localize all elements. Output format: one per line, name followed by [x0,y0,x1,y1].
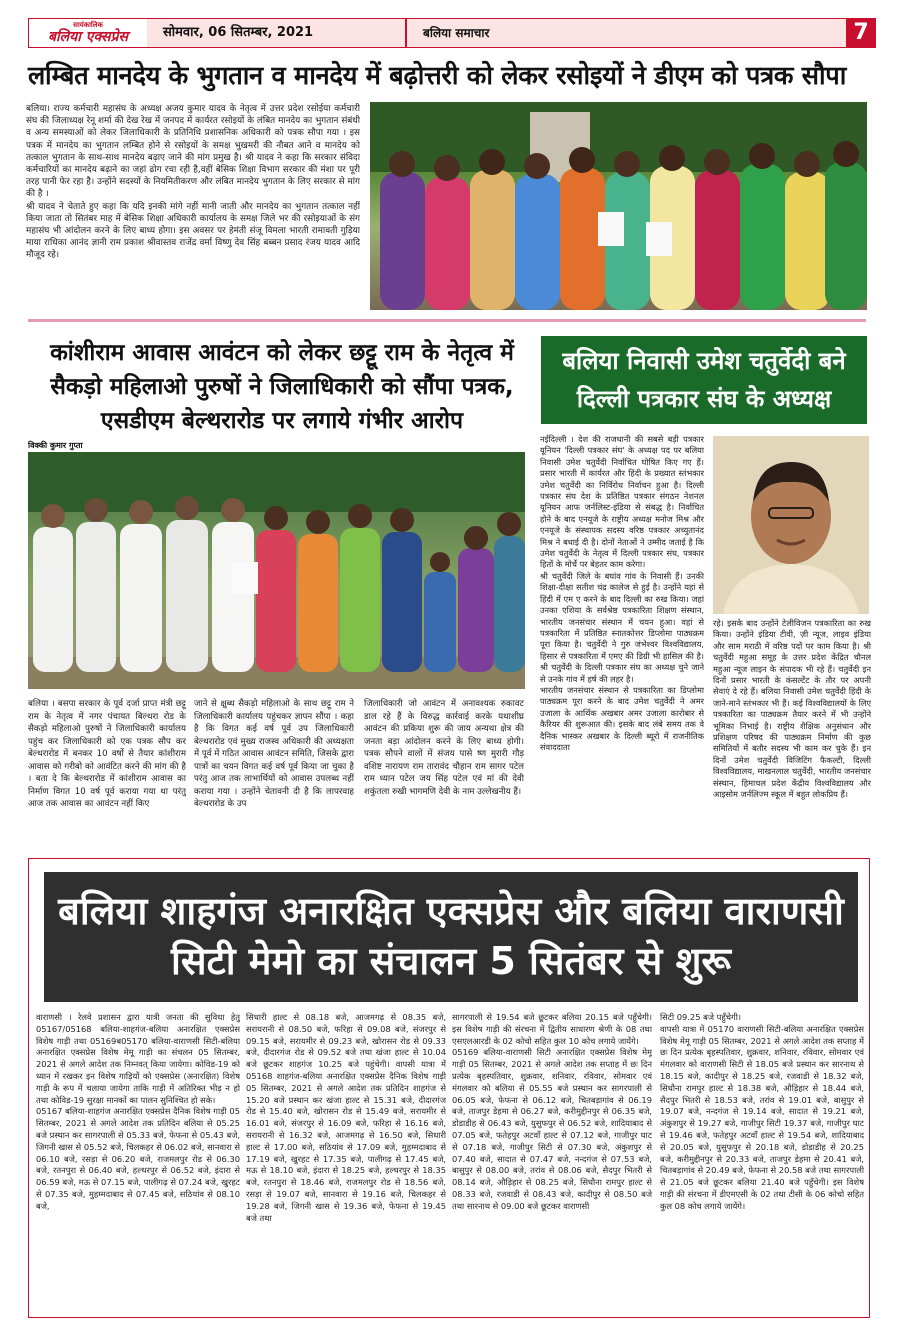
protest-group-illustration [28,452,525,689]
bottom-frame-left [28,858,29,1318]
story4-col3: सागरपाली से 19.54 बजे छूटकर बलिया 20.15 बजे पहुँचेगी। इस विशेष गाड़ी की संरचना में द्वितीय साधारण श्रेणी के 08 तथा एसएलआरडी के 02 कोचो सहित कुल 10 कोच लगाये जायेंगे। 05169 बलिया-वाराणसी सिटी अनारक्षित एक्सप्रेस विशेष मेमू गाड़ी 05 सितम्बर, 2021 से अगले आदेश तक सप्ताह में छः दिन प्रत्येक बृहस्पतिवार, शुक्रवार, शनिवार, रविवार, सोमवार एवं मंगलवार को बलिया से 05.55 बजे प्रस्थान कर सागरपाली से 06.05 बजे, फेफना से 06.12 बजे, चितबड़ागांव से 06.19 बजे, ताजपुर डेहमा से 06.27 बजे, करीमुद्दीनपुर से 06.35 बजे, डोडाडीह से 06.43 बजे, युसुफपुर से 06.52 बजे, शादियाबाद से 07.05 बजे, फतेहपुर अटवाँ हाल्ट से 07.12 बजे, गाजीपुर घाट से 07.18 बजे, गाजीपुर सिटी से 07.30 बजे, अंकुशपुर से 07.40 बजे, सादात से 07.47 बजे, नन्दगंज से 07.53 बजे, बासुपुर से 08.00 बजे, तरांव से 08.06 बजे, सैदपुर भितरी से 08.14 बजे, औड़िहार से 08.25 बजे, सिधौना रामपुर हाल्ट से 08.33 बजे, रजवाडी से 08.43 बजे, कादीपुर से 08.50 बजे तथा सारनाथ से 09.00 बजे छूटकर वाराणसी [452,1012,652,1211]
women-group-illustration [370,102,867,310]
story2-headline: कांशीराम आवास आवंटन को लेकर छट्टू राम के नेतृत्व में सैकड़ो महिलाओ पुरुषों ने जिलाधिकारी को सौंपा पत्रक, एसडीएम बेल्थरारोड पर लगाये गंभीर आरोप [50,340,514,434]
dateline: सोमवार, 06 सितम्बर, 2021 [147,19,405,47]
story2-byline: विक्की कुमार गुप्ता [28,441,83,450]
story3-headline: बलिया निवासी उमेश चतुर्वेदी बने दिल्ली पत्रकार संघ के अध्यक्ष [541,336,867,424]
story3-col2: रहे। इसके बाद उन्होंने टेलीविजन पत्रकारिता का रुख किया। उन्होंने इंडिया टीवी, ज़ी न्यूज, लाइव इंडिया और साम मराठी में वरिष्ठ पदों पर काम किया है। श्री चतुर्वेदी महुआ समूह के उत्तर प्रदेश केंद्रित चौनल महुआ न्यूज लाइन के संपादक भी रहे हैं। चतुर्वेदी इन दिनों प्रसार भारती के कंसल्टेंट के तौर पर अपनी सेवाएं दे रहे हैं। बलिया निवासी उमेश चतुर्वेदी हिंदी के जाने-माने स्तंभकार भी हैं। कई विश्वविद्यालयों के लिए पत्रकारिता का पाठ्यक्रम तैयार करने में भी उन्होंने भूमिका निभाई है। राष्ट्रीय शैक्षिक अनुसंधान और प्रशिक्षण परिषद की पाठ्यक्रम निर्माण की कुछ समितियों में बतौर सदस्य भी काम कर चुके हैं। इन दिनों उमेश चतुर्वेदी विजिटिंग फैकल्टी, दिल्ली विश्वविद्यालय, माखनलाल चतुर्वेदी, भारतीय जनसंचार संस्थान, हिमाचल प्रदेश केंद्रीय विश्वविद्यालय और आइसोम जर्नलिज्म स्कूल में बहुत लोकप्रिय हैं। [713,618,871,800]
page-number: 7 [846,18,876,48]
photo-portrait-umesh [713,436,869,614]
masthead [28,18,848,48]
story4-col4: सिटी 09.25 बजे पहुँचेगी। वापसी यात्रा में 05170 वाराणसी सिटी-बलिया अनारक्षित एक्सप्रेस विशेष मेमू गाड़ी 05 सितम्बर, 2021 से अगले आदेश तक सप्ताह में छः दिन प्रत्येक बृहस्पतिवार, शुक्रवार, शनिवार, रविवार, सोमवार एवं मंगलवार को वाराणसी सिटी से 18.05 बजे प्रस्थान कर सारनाथ से 18.15 बजे, कादीपुर से 18.25 बजे, रजवाडी से 18.32 बजे, सिधौना रामपुर हाल्ट से 18.38 बजे, औड़िहार से 18.44 बजे, सैदपुर भितरी से 18.53 बजे, तरांव से 19.01 बजे, बासुपुर से 19.07 बजे, नन्दगंज से 19.14 बजे, सादात से 19.21 बजे, अंकुशपुर से 19.27 बजे, गाजीपुर सिटी 19.37 बजे, गाजीपुर घाट से 19.46 बजे, फतेहपुर अटवाँ हाल्ट से 19.54 बजे, शादियाबाद से 20.05 बजे, युसुफपुर से 20.18 बजे, डोडाडीह से 20.25 बजे, करीमुद्दीनपुर से 20.33 बजे, ताजपुर डेहमा से 20.41 बजे, चितबड़ागांव से 20.49 बजे, फेफना से 20.58 बजे तथा सागरपाली से 21.05 बजे छूटकर बलिया 21.40 बजे पहुँचेगी। इस विशेष गाड़ी की संरचना में डीएमएसी के 02 तथा टीसी के 06 कोचो सहित कुल 08 कोच लगाये जायेंगे। [660,1012,864,1211]
bottom-frame-top [28,858,870,859]
section-name: बलिया समाचार [405,19,847,47]
portrait-illustration [713,436,869,614]
story1-headline: लम्बित मानदेय के भुगतान व मानदेय में बढ़ोत्तरी को लेकर रसोइयों ने डीएम को पत्रक सौपा [28,61,847,91]
brand-name: बलिया एक्सप्रेस [48,28,128,45]
brand-small: सायंकालिक [73,20,103,29]
story4-headline: बलिया शाहगंज अनारक्षित एक्सप्रेस और बलिया वाराणसी सिटी मेमो का संचालन 5 सितंबर से शुरू [44,872,858,1002]
story1-body: बलिया। राज्य कर्मचारी महासंघ के अध्यक्ष अजय कुमार यादव के नेतृत्व में उत्तर प्रदेश रसोईया कर्मचारी संघ की जिलाध्यक्ष रेनू शर्मा की देख रेख में जनपद में कार्यरत रसोइयों के लंबित मानदेय का भुगतान संबंधी व अन्य समस्याओं को लेकर जिलाधिकारी के प्रतिनिधि प्रशासनिक अधिकारी को पत्रक सौपा गया । इस पत्रक में मानदेय का भुगतान लम्बित होने से रसोइयों के समक्ष भुखमरी की नौबत आने व मानदेय को तत्काल भुगतान के साथ-साथ मानदेय बढ़ाए जाने की मांग प्रमुख है। श्री यादव ने कहा कि सरकार संविदा कर्मचारियों का मानदेय बढ़ाने का जहां ढोग रचा रही है,वहीं बेसिक शिक्षा विभाग सरकार की मंशा पर पूरी तरह पानी फेर रहा है। उन्होंने सदस्यों के नियमितीकरण और लंबित मानदेय भुगतान के लिए सरकार से मांग की है । श्री यादव ने चेताते हुए कहा कि यदि इनकी मांगे नहीं मानी जाती और मानदेय का भुगतान तत्काल नहीं किया जाता तो सितंबर माह में बेसिक शिक्षा अधिकारी कार्यालय के समक्ष जिले भर की रसोइयाओं के संग महासंघ भी आंदोलन करने के लिए बाध्य होगा। इस अवसर पर हेमंती संजू विमला भारती रामावती गुड़िया माया राधिका आनंद ज्ञानी राम प्रकाश श्रीवास्तव राजेंद्र वर्मा विष्णु देव सिंह बब्बन प्रसाद रंजय यादव आदि मौजूद रहे। [26,104,360,261]
story3-col1: नईदिल्ली । देश की राजधानी की सबसे बड़ी पत्रकार यूनियन 'दिल्ली पत्रकार संघ' के अध्यक्ष पद पर बलिया निवासी उमेश चतुर्वेदी निर्वाचित घोषित किए गए हैं। प्रसार भारती में कार्यरत और हिंदी के प्रख्यात स्तंभकार उमेश चतुर्वेदी का निर्विरोध निर्वाचन हुआ है। दिल्ली पत्रकार संघ देश के प्रतिष्ठित पत्रकार संगठन नेशनल यूनियन आफ जर्नलिस्ट-इंडिया से संबद्ध है। निर्वाचित होने के बाद एनयूजे के राष्ट्रीय अध्यक्ष मनोज मिश्र और एनयूजे के संस्थापक सदस्य वरिष्ठ पत्रकार अच्युतानंद मिश्र ने बधाई दी है। दोनों नेताओं ने उम्मीद जताई है कि उमेश चतुर्वेदी के नेतृत्व में दिल्ली पत्रकार संघ, पत्रकार हितों के मोर्चे पर बेहतर काम करेगा। श्री चतुर्वेदी जिले के बघांव गांव के निवासी हैं। उनकी शिक्षा-दीक्षा सतीश चंद्र कालेज से हुई है। उन्होंने यहां से हिंदी में एम ए करने के बाद दिल्ली का रुख किया। जहां उनका एशिया के सर्वश्रेष्ठ पत्रकारिता शिक्षण संस्थान, भारतीय जनसंचार संस्थान में चयन हुआ। वहां से पत्रकारिता में प्रतिष्ठित स्नातकोत्तर डिप्लोमा पाठ्यक्रम पूरा किया है। चतुर्वेदी ने गुरु जंभेश्वर विश्वविद्यालय, हिसार से पत्रकारिता में एमए की डिग्री भी हासिल की है। श्री चतुर्वेदी के दिल्ली पत्रकार संघ का अध्यक्ष चुने जाने से उनके गांव में हर्ष की लहर है। भारतीय जनसंचार संस्थान से पत्रकारिता का डिप्लोमा पाठ्यक्रम पूरा करने के बाद उमेश चतुर्वेदी ने अमर उजाला के आर्थिक अखबार अमर उजाला कारोबार से कैरियर की शुरूआत की। इसके बाद लंबे समय तक वे दैनिक भास्कर अखबार के दिल्ली ब्यूरो में राजनीतिक संवाददाता [540,434,704,752]
story2-col2: जाने से क्षुब्ध सैकड़ो महिलाओ के साथ छट्टू राम ने जिलाधिकारी कार्यालय पहुंचकर ज्ञापन सौंपा । कहा है कि विगत कई वर्ष पूर्व उप जिलाधिकारी बेल्थरारोड एवं मुख्य राजस्व अधिकारी की अध्यक्षता में पूर्व में गठित आवास आवंटन समिति, जिसके द्वारा पात्रों का चयन विगत कई वर्ष पूर्व किया जा चुका है परंतु आज तक लाभार्थियों को आवास उपलब्ध नहीं कराया गया । उन्होंने चेतावनी दी है कि लापरवाह बेल्थरारोड के उप [194,699,354,809]
photo-women-group [370,102,867,310]
bottom-frame-bottom [28,1317,870,1318]
section-divider [28,319,866,322]
brand-logo [29,19,147,47]
story2-col1: बलिया । बसपा सरकार के पूर्व दर्जा प्राप्त मंत्री छट्टू राम के नेतृत्व में नगर पंचायत बिल्थरा रोड के सैकड़ो महिलाओ पुरुषों ने जिलाधिकारी कार्यालय पहुंच कर जिलाधिकारी को एक पत्रक सौप कर बेल्थरारोड में बनकर 10 वर्षो से तैयार कांशीराम आवास को गरीबो को आवंटित करने की मांग की है । बता दे कि बेल्थरारोड में कांशीराम आवास का निर्माण विगत 10 वर्ष पूर्व कराया गया था परंतु आज तक आवास का आवंटन नहीं किए [28,699,186,809]
story4-col1: वाराणसी । रेलवे प्रशासन द्वारा यात्री जनता की सुविधा हेतु 05167/05168 बलिया-शाहगंज-बलिया अनारक्षित एक्सप्रेस विशेष गाड़ी तथा 05169ब05170 बलिया-वाराणसी सिटी-बलिया अनारक्षित एक्सप्रेस विशेष मेमू गाड़ी का संचलन 05 सितम्बर, 2021 से अगले आदेश तक निम्नवत् किया जायेगा। कोविड-19 को ध्यान में रखकर इन विशेष गाड़ियों को एक्सप्रेस (अनारक्षित) विशेष गाड़ी के रूप में चलाया जायेगा ताकि गाड़ी में अतिरिक्त भीड़ न हो तथा कोविड-19 सुरक्षा मानकों का पालन सुनिश्चित हो सके। 05167 बलिया-शाहगंज अनारक्षित एक्सप्रेस दैनिक विशेष गाड़ी 05 सितम्बर, 2021 से अगले आदेश तक प्रतिदिन बलिया से 05.25 बजे प्रस्थान कर सागरपाली से 05.33 बजे, फेफना से 05.43 बजे, जिगनी खास से 05.52 बजे, चिलकहर से 06.02 बजे, सानवारा से 06.10 बजे, रसड़ा से 06.20 बजे, राजमलपुर रोड से 06.30 बजे, रतनपुरा से 06.40 बजे, हल्धरपुर से 06.52 बजे, इंदारा से 06.59 बजे, मऊ से 07.15 बजे, पालीगढ़ से 07.24 बजे, खुरहट से 07.35 बजे, मुहम्मदाबाद से 07.45 बजे, सठियांव से 08.10 बजे, [36,1012,240,1211]
photo-protest-group [28,452,525,689]
story4-col2: सिधारी हाल्ट से 08.18 बजे, आजमगढ़ से 08.35 बजे, सरायरानी से 08.50 बजे, फरिहा से 09.08 बजे, संजरपुर से 09.15 बजे, सरायमीर से 09.23 बजे, खोरासन रोड से 09.33 बजे, दीदारगंज रोड से 09.52 बजे तथा खंजा हाल्ट से 10.04 बजे छूटकर शाहगंज 10.25 बजे पहुंचेगी। वापसी यात्रा में 05168 शाहगंज-बलिया अनारक्षित एक्सप्रेस दैनिक विशेष गाड़ी 05 सितम्बर, 2021 से अगले आदेश तक प्रतिदिन शाहगंज से 15.20 बजे प्रस्थान कर खंजा हाल्ट से 15.31 बजे, दीदारगंज रोड से 15.40 बजे, खोरासन रोड से 15.49 बजे, सरायमीर से 16.01 बजे, संजरपुर से 16.09 बजे, फरिहा से 16.16 बजे, सरायरानी से 16.32 बजे, आजमगढ़ से 16.50 बजे, सिधारी हाल्ट से 17.00 बजे, सठियांव से 17.09 बजे, मुहम्मदाबाद से 17.19 बजे, खुरहट से 17.35 बजे, पालीगढ़ से 17.45 बजे, मऊ से 18.10 बजे, इंदारा से 18.25 बजे, हल्धरपुर से 18.35 बजे, रतनपुरा से 18.46 बजे, राजमलपुर रोड से 18.56 बजे, रसड़ा से 19.07 बजे, सानवारा से 19.16 बजे, चिलकहर से 19.28 बजे, जिगनी खास से 19.36 बजे, फेफना से 19.45 बजे तथा [246,1012,446,1223]
story2-col3: जिलाधिकारी जो आवंटन में अनावश्यक रुकावट डाल रहे हैं के विरुद्ध कार्रवाई करके यथाशीघ्र आवंटन की प्रकिया शुरू की जाय अन्यथा क्षेत्र की जनता बड़ा आंदोलन करने के लिए बाध्य होगी। पत्रक सौपने वालों में संजय पासे ष्ण मुरारी गौड़ वशिष्ट नारायण राम तारावंद चौहान राम सागर पटेल राम ध्यान पटेल जय सिंह पटेल एवं मां की देवी शकुंतला रुखी भागमणि देवी के नाम उल्लेखनीय हैं। [364,699,524,797]
bottom-frame-right [869,858,870,1318]
